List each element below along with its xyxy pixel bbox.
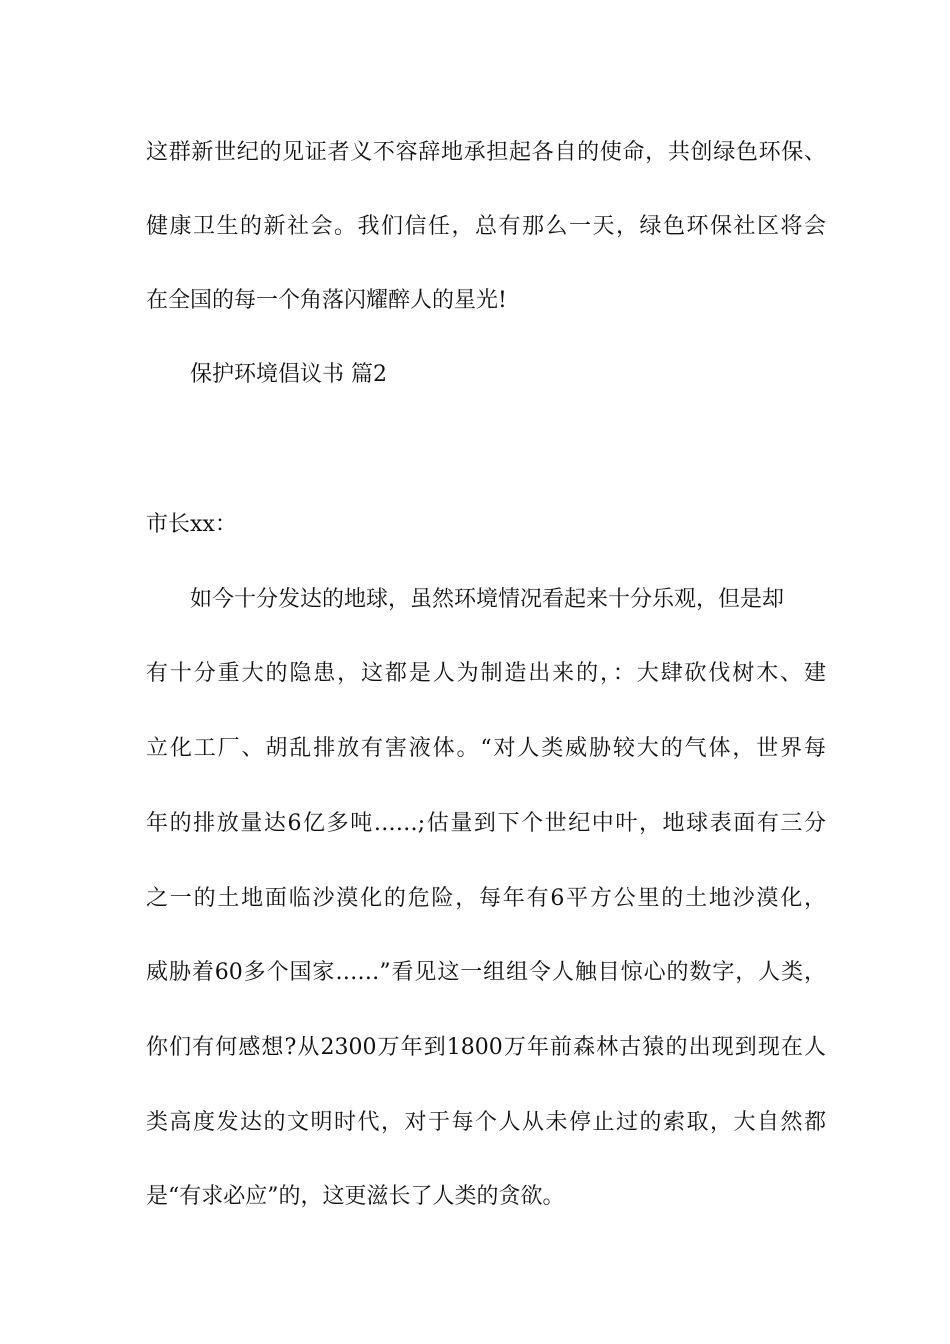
paragraph-line: 这群新世纪的见证者义不容辞地承担起各自的使命，共创绿色环保、: [146, 140, 826, 165]
salutation: 市长xx：: [146, 512, 237, 537]
section-heading: 保护环境倡议书 篇2: [190, 362, 387, 387]
paragraph-line: 之一的土地面临沙漠化的危险，每年有6平方公里的土地沙漠化，: [146, 886, 826, 911]
paragraph-line: 有十分重大的隐患，这都是人为制造出来的，：大肆砍伐树木、建: [146, 661, 826, 686]
paragraph-line: 年的排放量达6亿多吨……;估量到下个世纪中叶，地球表面有三分: [146, 811, 826, 836]
paragraph-line: 在全国的每一个角落闪耀醉人的星光!: [146, 288, 507, 313]
paragraph-line: 如今十分发达的地球，虽然环境情况看起来十分乐观，但是却: [190, 587, 785, 612]
paragraph-line: 类高度发达的文明时代，对于每个人从未停止过的索取，大自然都: [146, 1110, 826, 1135]
paragraph-line: 威胁着60多个国家……”看见这一组组令人触目惊心的数字，人类，: [146, 960, 826, 985]
paragraph-line: 是“有求必应”的，这更滋长了人类的贪欲。: [146, 1184, 565, 1209]
paragraph-line: 立化工厂、胡乱排放有害液体。“对人类威胁较大的气体，世界每: [146, 736, 826, 761]
paragraph-line: 健康卫生的新社会。我们信任，总有那么一天，绿色环保社区将会: [146, 214, 826, 239]
paragraph-line: 你们有何感想?从2300万年到1800万年前森林古猿的出现到现在人: [146, 1035, 826, 1060]
